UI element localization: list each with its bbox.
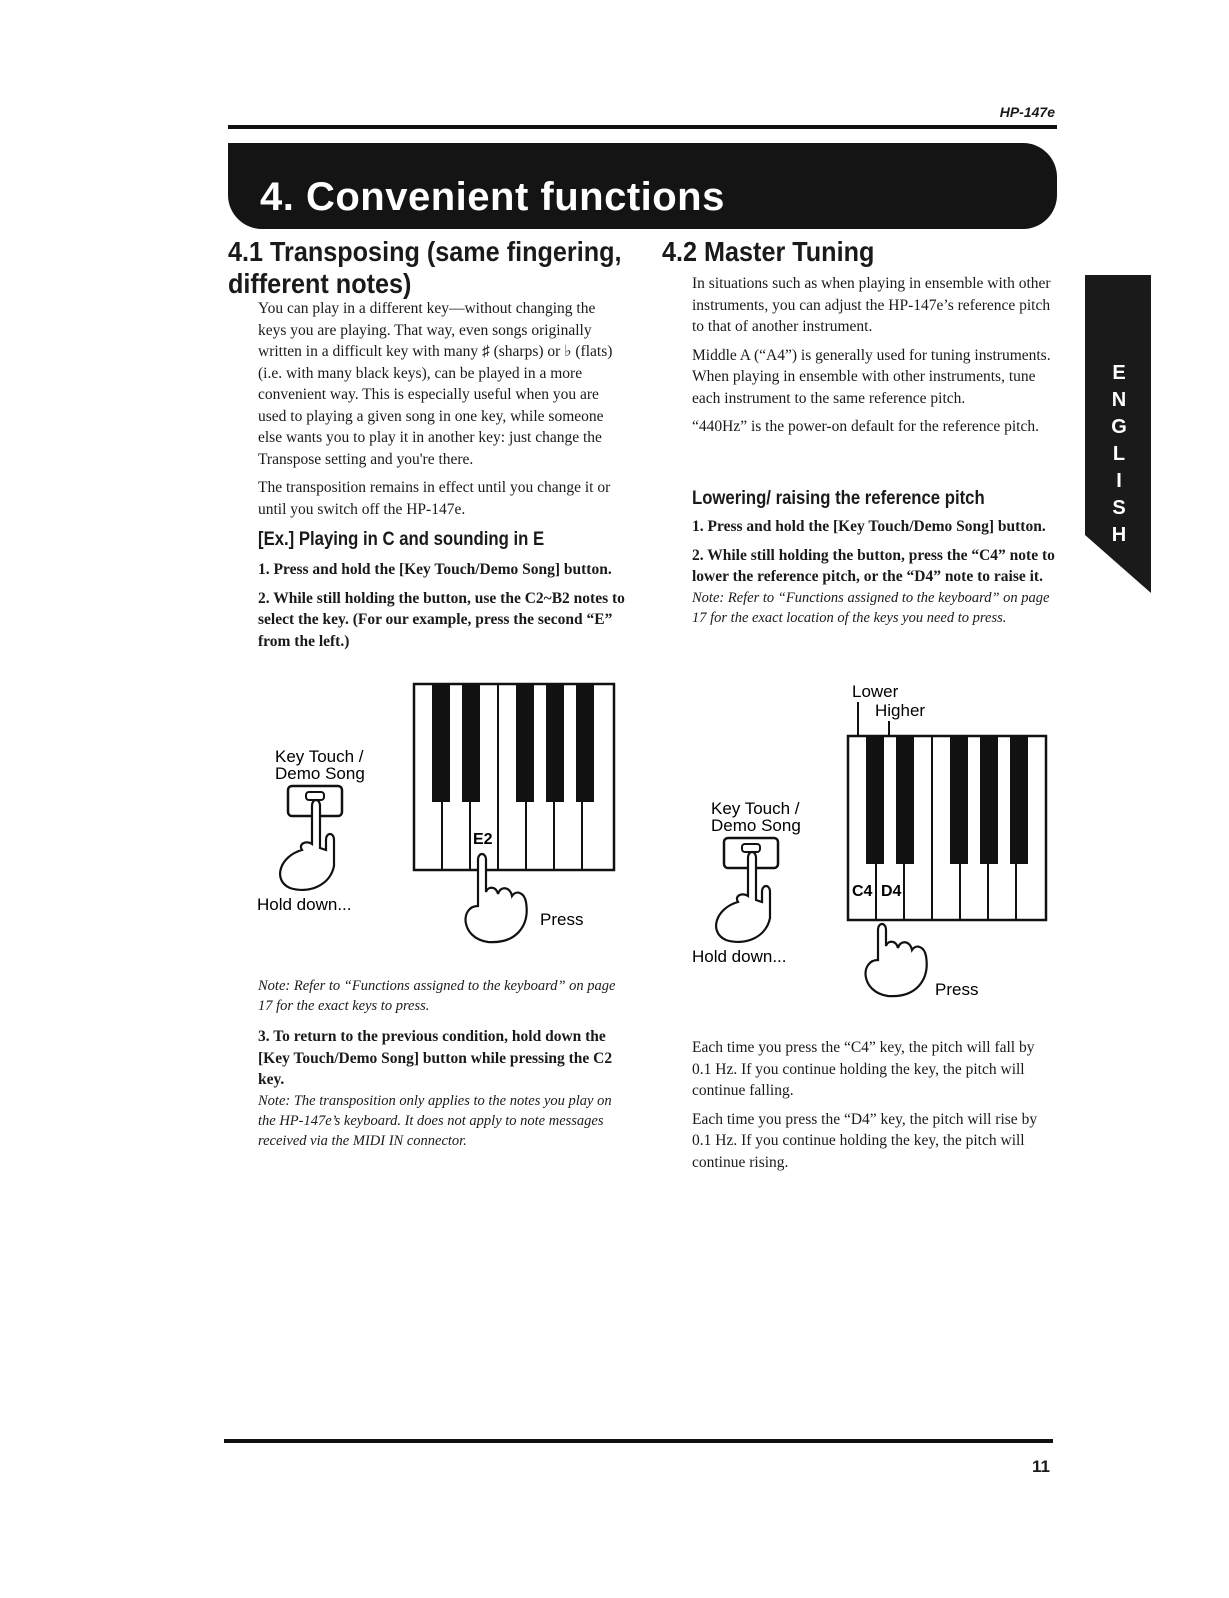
section-4-1-body bbox=[258, 298, 626, 527]
section-4-1-steps bbox=[258, 559, 626, 659]
press-label: Press bbox=[935, 980, 979, 999]
lang-letter: E bbox=[1112, 362, 1126, 384]
higher-label: Higher bbox=[875, 701, 926, 720]
key-label-d4: D4 bbox=[881, 883, 902, 900]
section-4-1-step3 bbox=[258, 1026, 626, 1151]
pointing-hand-icon bbox=[866, 924, 927, 996]
key-label-c4: C4 bbox=[852, 883, 873, 900]
language-tab-label bbox=[1099, 360, 1139, 549]
transpose-figure bbox=[250, 680, 630, 950]
paragraph: The transposition remains in effect until you change it or until you switch off the HP-147e. bbox=[258, 479, 611, 518]
section-4-2-title: 4.2 Master Tuning bbox=[662, 236, 875, 267]
step-1: 1. Press and hold the [Key Touch/Demo Song] button. bbox=[692, 518, 1046, 535]
hold-down-label: Hold down... bbox=[692, 947, 787, 966]
keyboard-diagram bbox=[414, 684, 614, 870]
paragraph: In situations such as when playing in ensemble with other instruments, you can adjust the HP-147e’s reference pitch to that of another instrument. bbox=[692, 275, 1051, 335]
step-1: 1. Press and hold the [Key Touch/Demo Song] button. bbox=[258, 561, 612, 578]
note-keys: Note: Refer to “Functions assigned to the keyboard” on page 17 for the exact keys to press. bbox=[258, 978, 616, 1014]
keyboard-diagram bbox=[848, 736, 1046, 920]
paragraph: Each time you press the “C4” key, the pitch will fall by 0.1 Hz. If you continue holding the key, the pitch will continue falling. bbox=[692, 1039, 1035, 1099]
press-label: Press bbox=[540, 910, 584, 929]
step-2: 2. While still holding the button, press the “C4” note to lower the reference pitch, or the “D4” note to raise it. bbox=[692, 546, 1055, 585]
footer-rule bbox=[224, 1439, 1053, 1443]
page-number: 11 bbox=[1032, 1457, 1050, 1476]
paragraph: You can play in a different key—without changing the keys you are playing. That way, even songs originally written in a difficult key with many ♯ (sharps) or ♭ (flats) (i.e. with many black keys), can be played in a more convenient way. This is especially useful when you are used to playing a given song in one key, while someone else wants you to play it in another key: just change the Transpose setting and you're there. bbox=[258, 300, 613, 468]
lang-letter: N bbox=[1111, 389, 1127, 411]
paragraph: Each time you press the “D4” key, the pitch will rise by 0.1 Hz. If you continue holding the key, the pitch will continue rising. bbox=[692, 1110, 1038, 1171]
section-4-2-result bbox=[692, 1037, 1056, 1180]
example-subheading: [Ex.] Playing in C and sounding in E bbox=[258, 529, 545, 550]
model-name: HP-147e bbox=[999, 104, 1055, 120]
step-3: 3. To return to the previous condition, hold down the [Key Touch/Demo Song] button while pressing the C2 key. bbox=[258, 1028, 613, 1088]
tuning-figure bbox=[686, 678, 1056, 1018]
lang-letter: G bbox=[1111, 416, 1127, 438]
button-label: Key Touch / bbox=[275, 747, 364, 766]
button-label: Demo Song bbox=[275, 764, 365, 783]
lower-label: Lower bbox=[852, 682, 899, 701]
button-label: Key Touch / bbox=[711, 799, 800, 818]
key-label-e2: E2 bbox=[473, 831, 493, 848]
paragraph: “440Hz” is the power-on default for the reference pitch. bbox=[692, 418, 1039, 435]
section-4-1-title: 4.1 Transposing (same fingering, different notes) bbox=[228, 236, 622, 299]
tuning-subheading: Lowering/ raising the reference pitch bbox=[692, 488, 985, 509]
paragraph: Middle A (“A4”) is generally used for tuning instruments. When playing in ensemble with other instruments, tune each instrument to the same reference pitch. bbox=[692, 346, 1051, 407]
note-transposition: Note: The transposition only applies to the notes you play on the HP-147e’s keyboard. It does not apply to note messages received via the MIDI IN connector. bbox=[258, 1092, 612, 1149]
chapter-title: 4. Convenient functions bbox=[260, 175, 725, 219]
button-label: Demo Song bbox=[711, 816, 801, 835]
header-rule bbox=[228, 125, 1057, 129]
lang-letter: I bbox=[1116, 470, 1122, 492]
lang-letter: L bbox=[1112, 443, 1126, 465]
hold-down-label: Hold down... bbox=[257, 895, 352, 914]
lang-letter: S bbox=[1112, 497, 1126, 519]
lang-letter: H bbox=[1111, 524, 1127, 546]
section-4-2-body bbox=[692, 273, 1056, 445]
note-keys: Note: Refer to “Functions assigned to the keyboard” on page 17 for the exact location of the keys you need to press. bbox=[692, 589, 1050, 626]
section-4-2-steps bbox=[692, 516, 1056, 628]
step-2: 2. While still holding the button, use the C2~B2 notes to select the key. (For our example, press the second “E” from the left.) bbox=[258, 589, 625, 650]
